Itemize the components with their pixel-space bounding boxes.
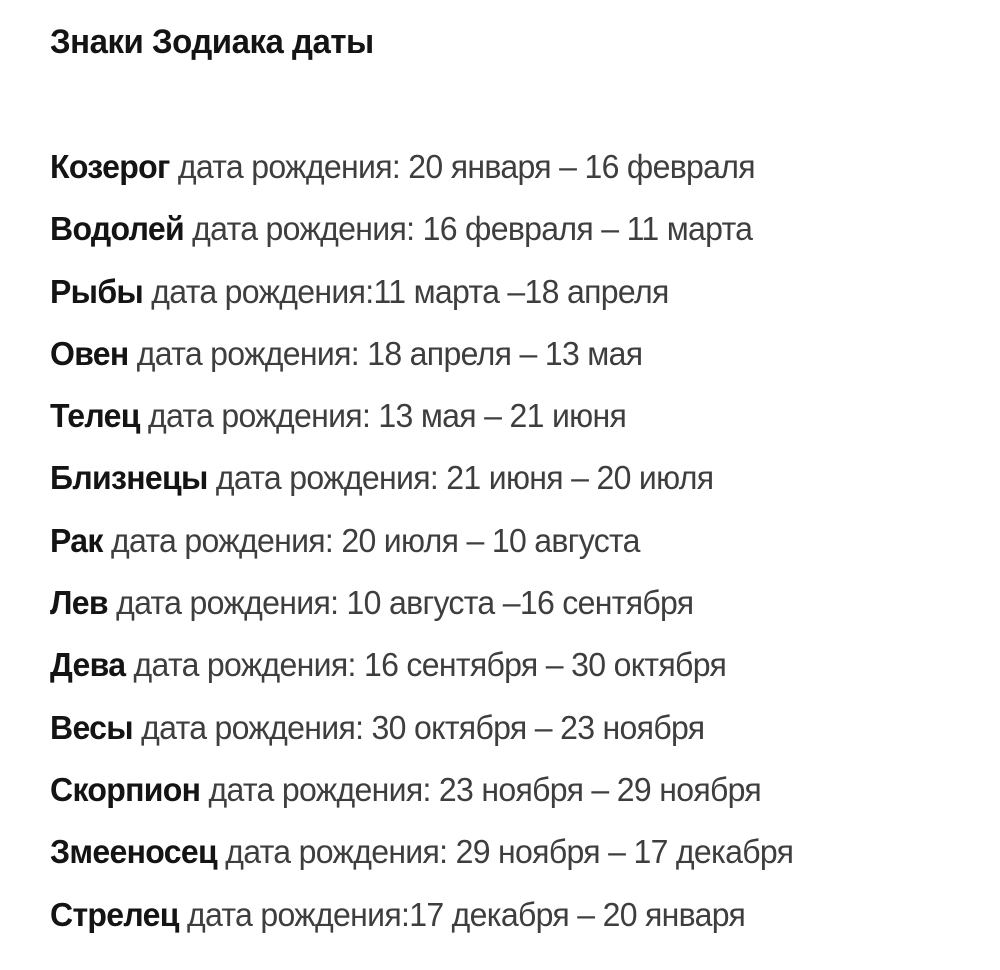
- list-item: [50, 510, 933, 572]
- list-item: [50, 261, 933, 323]
- sign-name: Козерог: [50, 148, 170, 185]
- list-item: [50, 634, 933, 696]
- page-title: Знаки Зодиака даты: [50, 23, 374, 61]
- list-item: [50, 136, 933, 198]
- sign-dates: дата рождения:17 декабря – 20 января: [178, 895, 746, 933]
- sign-dates: дата рождения: 10 августа –16 сентября: [107, 584, 694, 622]
- sign-dates: дата рождения: 18 апреля – 13 мая: [128, 334, 643, 372]
- list-item: [50, 884, 933, 946]
- sign-name: Близнецы: [50, 459, 208, 497]
- sign-name: Дева: [50, 646, 126, 684]
- list-item: [50, 697, 933, 759]
- sign-name: Змееносец: [50, 833, 217, 871]
- sign-dates: дата рождения:11 марта –18 апреля: [143, 272, 669, 310]
- sign-dates: дата рождения: 16 сентября – 30 октября: [125, 646, 727, 684]
- list-item: [50, 759, 933, 821]
- list-item: [50, 572, 933, 634]
- sign-dates: дата рождения: 29 ноября – 17 декабря: [216, 833, 794, 871]
- sign-dates: дата рождения: 23 ноября – 29 ноября: [200, 770, 762, 808]
- sign-name: Стрелец: [50, 895, 179, 933]
- sign-name: Рыбы: [50, 272, 144, 310]
- sign-name: Водолей: [50, 210, 184, 248]
- sign-name: Весы: [50, 708, 133, 746]
- list-item: [50, 385, 933, 447]
- sign-dates: дата рождения: 20 января – 16 февраля: [169, 148, 755, 185]
- sign-name: Лев: [50, 584, 108, 622]
- sign-name: Овен: [50, 334, 129, 372]
- list-item: [50, 821, 933, 883]
- sign-dates: дата рождения: 30 октября – 23 ноября: [132, 708, 705, 746]
- zodiac-date-list: [50, 136, 960, 946]
- sign-dates: дата рождения: 21 июня – 20 июля: [207, 459, 714, 497]
- sign-dates: дата рождения: 20 июля – 10 августа: [102, 521, 640, 559]
- sign-name: Рак: [50, 521, 103, 559]
- sign-dates: дата рождения: 13 мая – 21 июня: [139, 397, 627, 435]
- list-item: [50, 323, 933, 385]
- sign-name: Телец: [50, 397, 140, 435]
- sign-name: Скорпион: [50, 770, 201, 808]
- sign-dates: дата рождения: 16 февраля – 11 марта: [183, 210, 753, 248]
- list-item: [50, 198, 933, 260]
- list-item: [50, 447, 933, 509]
